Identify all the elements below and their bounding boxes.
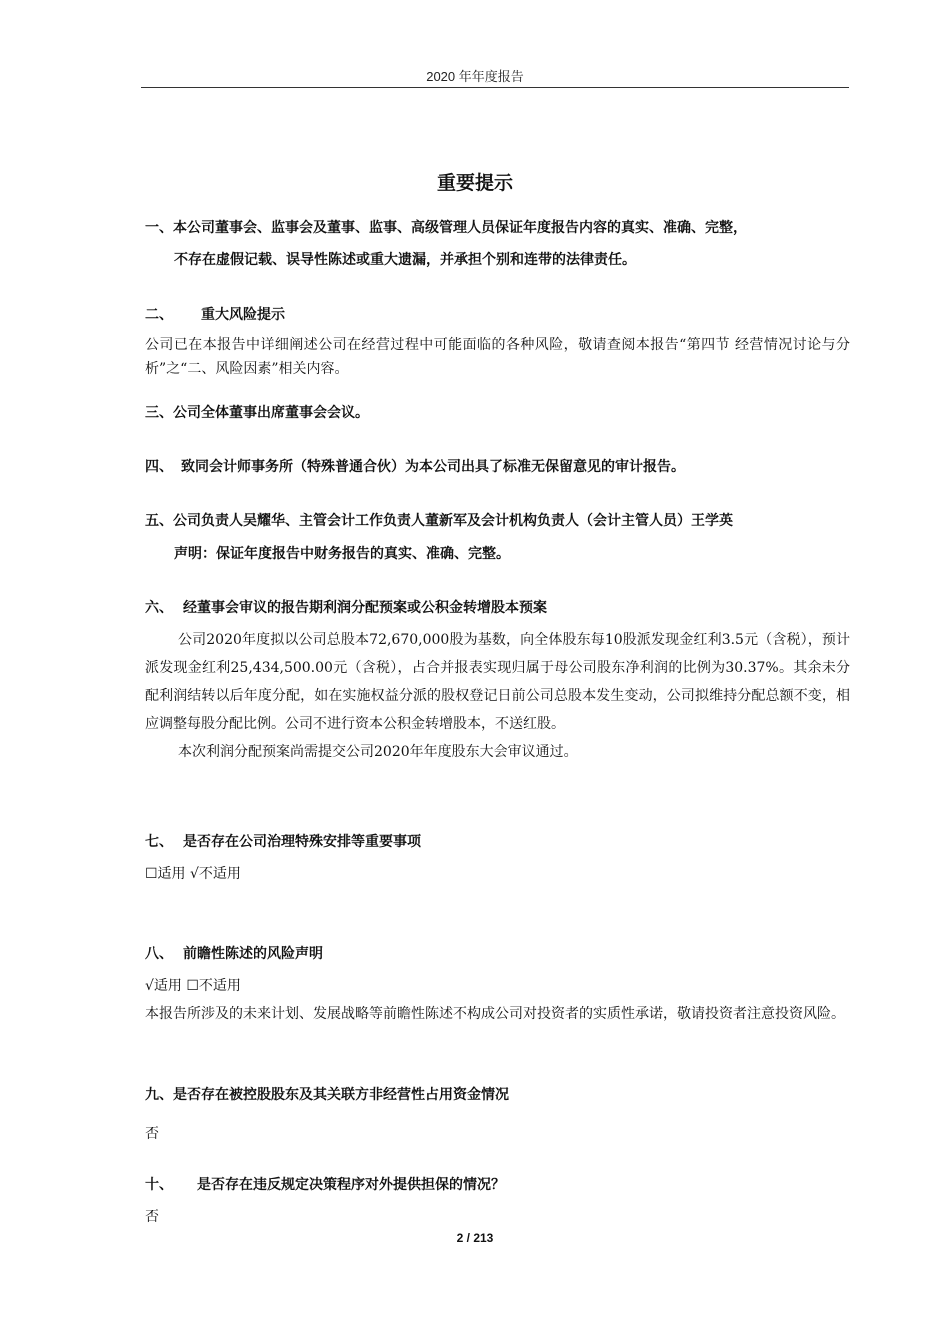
- section-6-body: 公司2020年度拟以公司总股本72,670,000股为基数，向全体股东每10股派发现金红利3.5元（含税），预计派发现金红利25,434,500.00元（含税），占合并报表实现归属于母公司股东净利润的比例为30.37%。其余未分配利润结转以后年度分配，如在实施权益分派的股权登记日前公司总股本发生变动，公司拟维持分配总额不变，相应调整每股分配比例。公司不进行资本公积金转增股本，不送红股。: [145, 632, 850, 732]
- section-10: [145, 1171, 850, 1231]
- section-8-title: 前瞻性陈述的风险声明: [183, 946, 323, 962]
- section-7-options: ☐适用 √不适用: [145, 866, 241, 882]
- section-1: [145, 214, 850, 274]
- section-4: [145, 453, 850, 481]
- section-4-title: 致同会计师事务所（特殊普通合伙）为本公司出具了标准无保留意见的审计报告。: [181, 459, 685, 475]
- section-5: [145, 507, 850, 568]
- section-3: 三、公司全体董事出席董事会会议。: [145, 405, 369, 421]
- section-8-body: 本报告所涉及的未来计划、发展战略等前瞻性陈述不构成公司对投资者的实质性承诺，敬请投资者注意投资风险。: [145, 1006, 845, 1022]
- section-10-answer: 否: [145, 1209, 159, 1225]
- section-10-title: 是否存在违反规定决策程序对外提供担保的情况？: [197, 1177, 505, 1193]
- header-divider: [141, 87, 849, 88]
- section-1-line-2: 不存在虚假记载、误导性陈述或重大遗漏，并承担个别和连带的法律责任。: [174, 252, 636, 268]
- section-7-number: 七、: [145, 834, 173, 850]
- page-number: 2 / 213: [456, 1231, 494, 1245]
- section-6-title: 经董事会审议的报告期利润分配预案或公积金转增股本预案: [183, 600, 547, 616]
- section-4-number: 四、: [145, 459, 173, 475]
- section-6-note: 本次利润分配预案尚需提交公司2020年年度股东大会审议通过。: [178, 744, 578, 760]
- section-1-line-1: 一、本公司董事会、监事会及董事、监事、高级管理人员保证年度报告内容的真实、准确、完整，: [145, 220, 747, 236]
- page-header: 2020 年年度报告: [426, 69, 524, 84]
- section-2-body: 公司已在本报告中详细阐述公司在经营过程中可能面临的各种风险，敬请查阅本报告“第四节 经营情况讨论与分析”之“二、风险因素”相关内容。: [145, 337, 850, 377]
- section-2: [145, 301, 850, 381]
- section-7-heading: [145, 828, 850, 856]
- section-9: [145, 1081, 850, 1148]
- section-5-line-2: 声明：保证年度报告中财务报告的真实、准确、完整。: [174, 546, 510, 562]
- section-8-number: 八、: [145, 946, 173, 962]
- section-8-options: √适用 ☐不适用: [145, 978, 241, 994]
- section-6-heading: [145, 594, 850, 622]
- page-title: 重要提示: [436, 172, 513, 194]
- section-9-answer: 否: [145, 1126, 159, 1142]
- section-8: [145, 940, 850, 1028]
- section-6: [145, 594, 850, 766]
- section-2-title: 重大风险提示: [201, 307, 285, 323]
- section-2-number: 二、: [145, 307, 173, 323]
- section-7-title: 是否存在公司治理特殊安排等重要事项: [183, 834, 421, 850]
- section-7: [145, 828, 850, 888]
- section-10-heading: [145, 1171, 850, 1199]
- section-10-number: 十、: [145, 1177, 173, 1193]
- section-8-heading: [145, 940, 850, 968]
- section-6-number: 六、: [145, 600, 173, 616]
- section-2-heading: [145, 301, 850, 329]
- section-5-line-1: 五、公司负责人吴耀华、主管会计工作负责人董新军及会计机构负责人（会计主管人员）王学英: [145, 513, 733, 529]
- section-9-title: 九、是否存在被控股股东及其关联方非经营性占用资金情况: [145, 1087, 509, 1103]
